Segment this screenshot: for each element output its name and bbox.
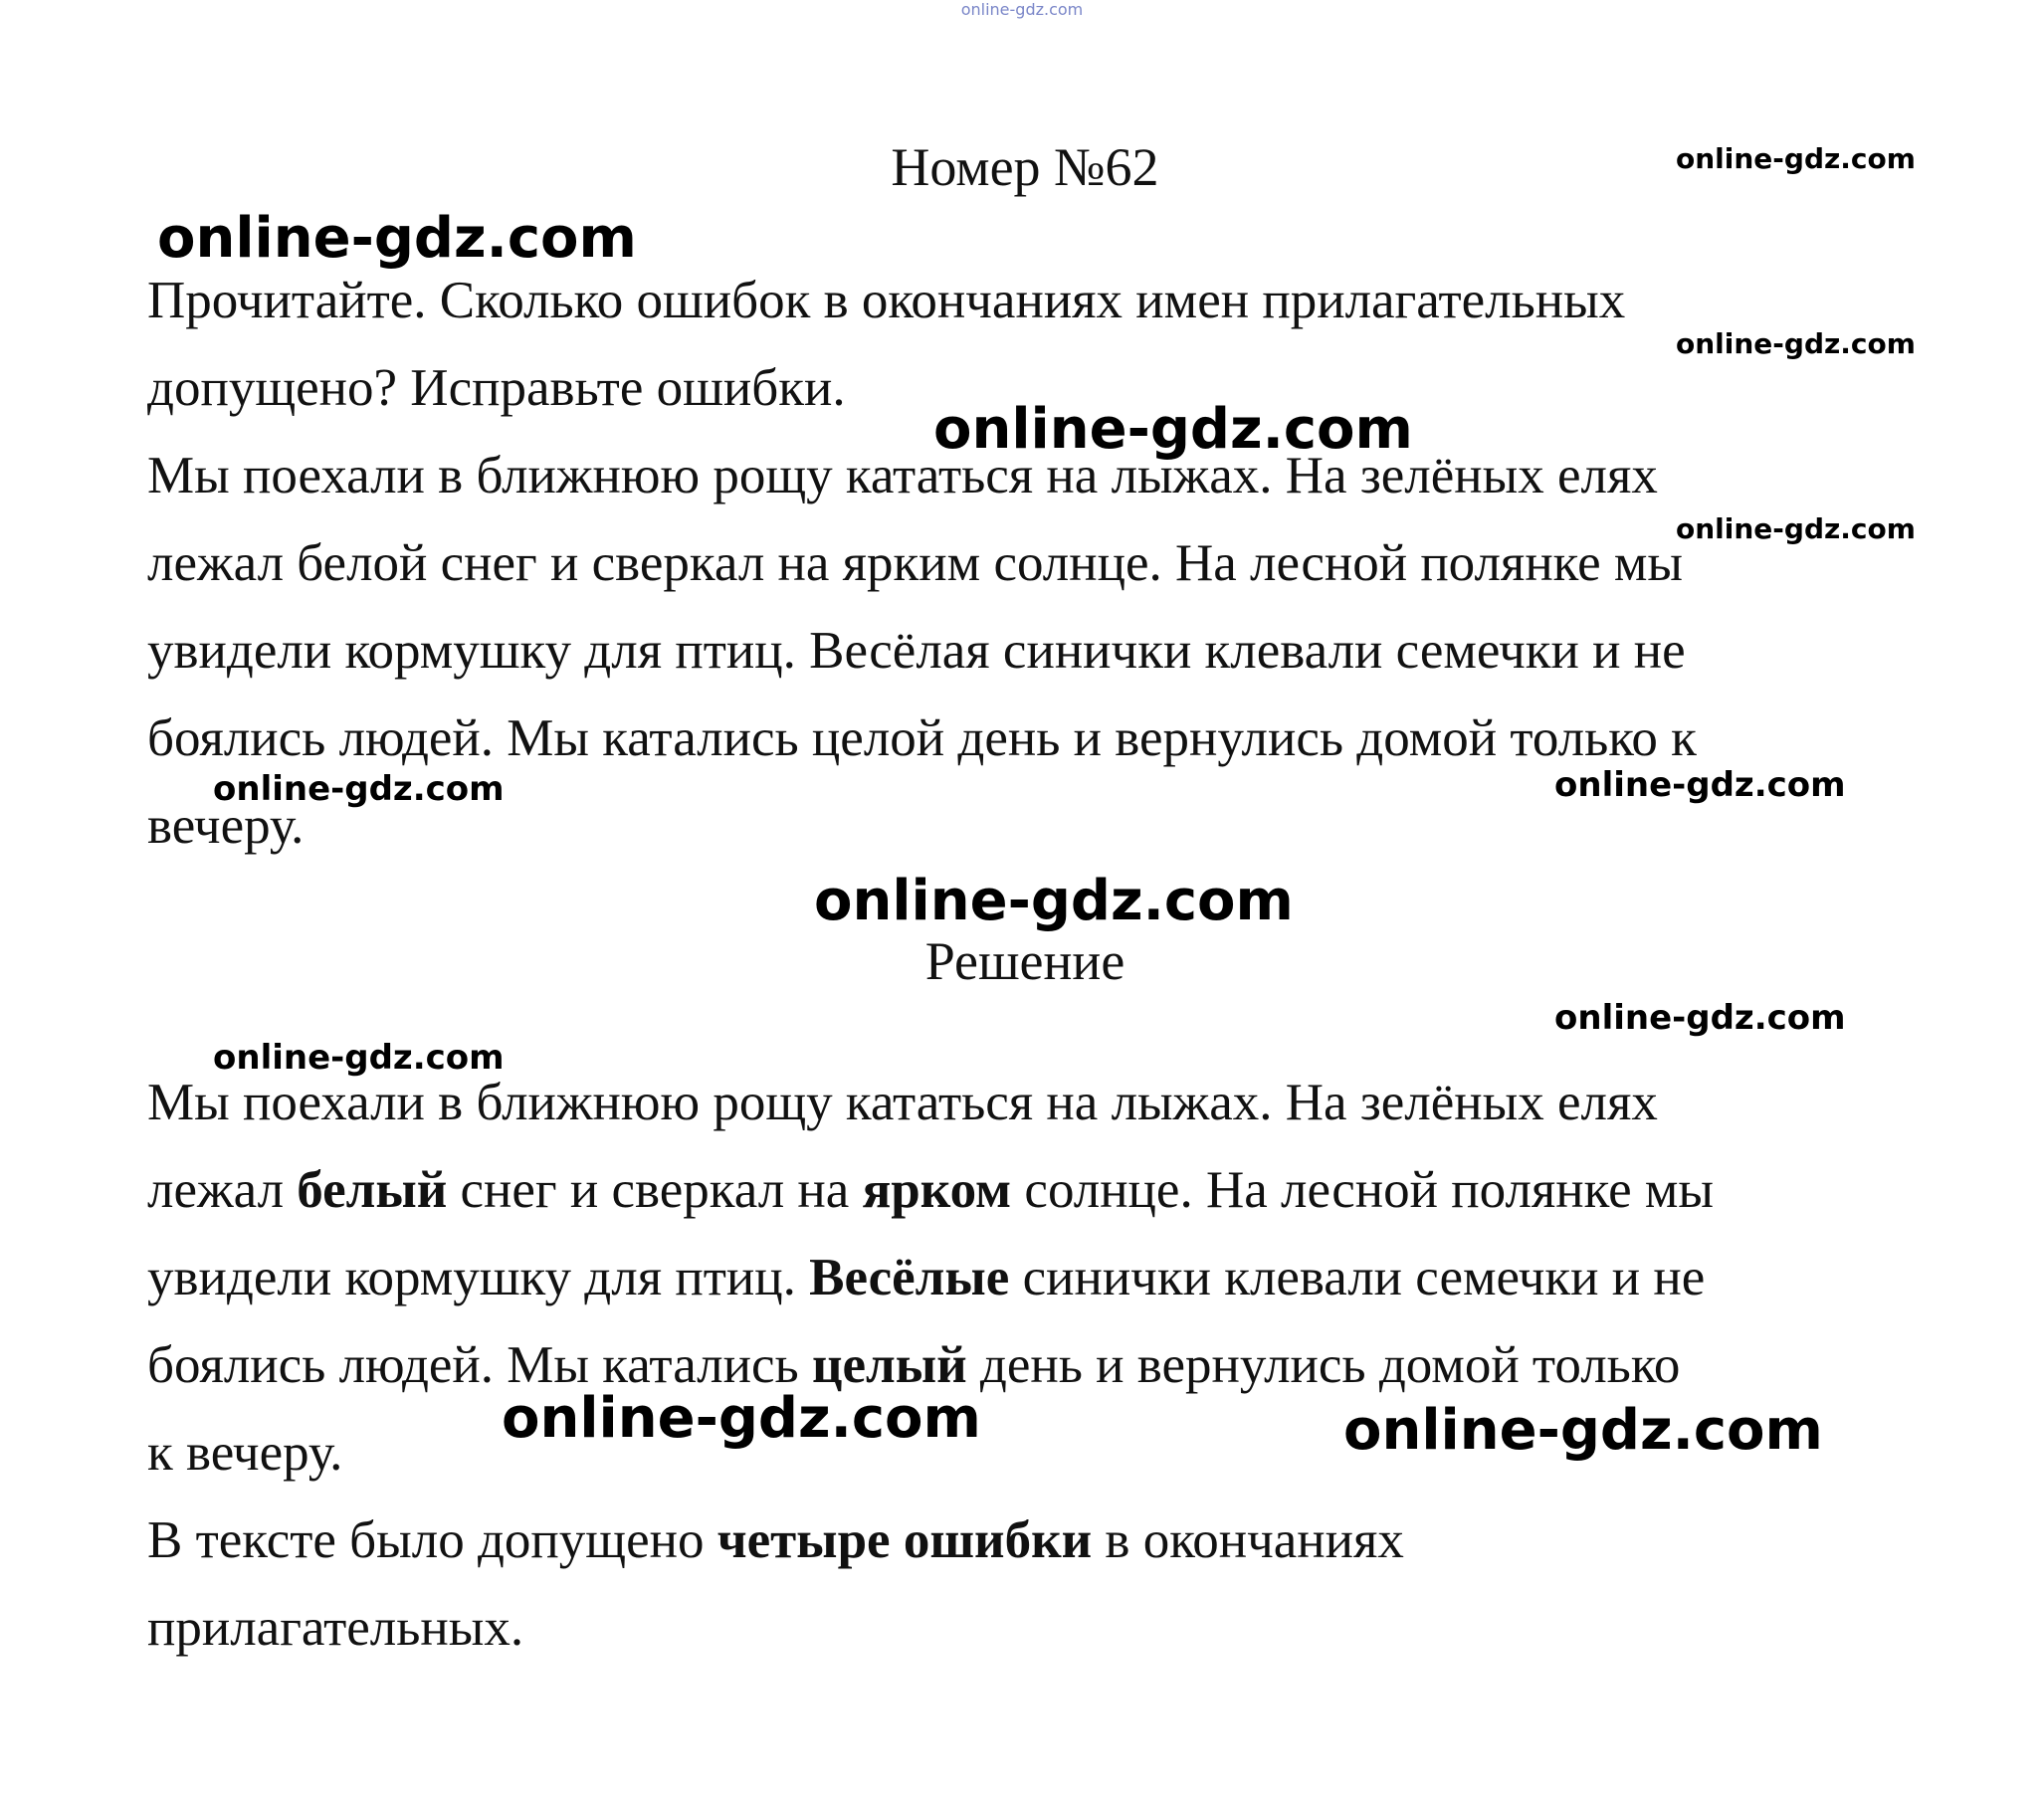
task-line: лежал белой снег и сверкал на ярким солнце. На лесной полянке мы xyxy=(147,534,1684,592)
watermark-top: online-gdz.com xyxy=(960,0,1084,19)
corrected-word: ярком xyxy=(862,1161,1012,1219)
task-line: увидели кормушку для птиц. Весёлая синички клевали семечки и не xyxy=(147,622,1686,680)
task-line: Прочитайте. Сколько ошибок в окончаниях имен прилагательных xyxy=(147,272,1626,329)
corrected-word: Весёлые xyxy=(809,1249,1010,1306)
watermark: online-gdz.com xyxy=(1554,998,1846,1038)
corrected-word: целый xyxy=(811,1336,967,1394)
watermark: online-gdz.com xyxy=(814,869,1294,933)
task-line: боялись людей. Мы катались целой день и вернулись домой только к xyxy=(147,709,1697,767)
solution-line: боялись людей. Мы катались целый день и вернулись домой только xyxy=(147,1336,1681,1394)
solution-line: прилагательных. xyxy=(147,1599,524,1657)
solution-line: увидели кормушку для птиц. Весёлые синички клевали семечки и не xyxy=(147,1249,1706,1306)
watermark: online-gdz.com xyxy=(1676,512,1916,545)
watermark: online-gdz.com xyxy=(157,206,637,271)
watermark: online-gdz.com xyxy=(213,1038,505,1078)
corrected-word: белый xyxy=(297,1161,448,1219)
watermark: online-gdz.com xyxy=(933,397,1413,462)
watermark: online-gdz.com xyxy=(1554,765,1846,805)
solution-title: Решение xyxy=(924,931,1125,991)
watermark: online-gdz.com xyxy=(502,1386,981,1451)
page-title: Номер №62 xyxy=(891,137,1159,197)
watermark: online-gdz.com xyxy=(1676,142,1916,175)
solution-line: к вечеру. xyxy=(147,1424,343,1482)
watermark: online-gdz.com xyxy=(213,769,505,809)
task-line: вечеру. xyxy=(147,797,305,855)
answer-count: четыре ошибки xyxy=(716,1511,1093,1569)
task-line: допущено? Исправьте ошибки. xyxy=(147,359,846,417)
solution-line: лежал белый снег и сверкал на ярком солнце. На лесной полянке мы xyxy=(147,1161,1714,1219)
task-line: Мы поехали в ближнюю рощу кататься на лыжах. На зелёных елях xyxy=(147,447,1658,504)
solution-line: Мы поехали в ближнюю рощу кататься на лыжах. На зелёных елях xyxy=(147,1074,1658,1131)
watermark: online-gdz.com xyxy=(1676,327,1916,360)
solution-line: В тексте было допущено четыре ошибки в окончаниях xyxy=(147,1511,1404,1569)
watermark: online-gdz.com xyxy=(1343,1398,1823,1463)
